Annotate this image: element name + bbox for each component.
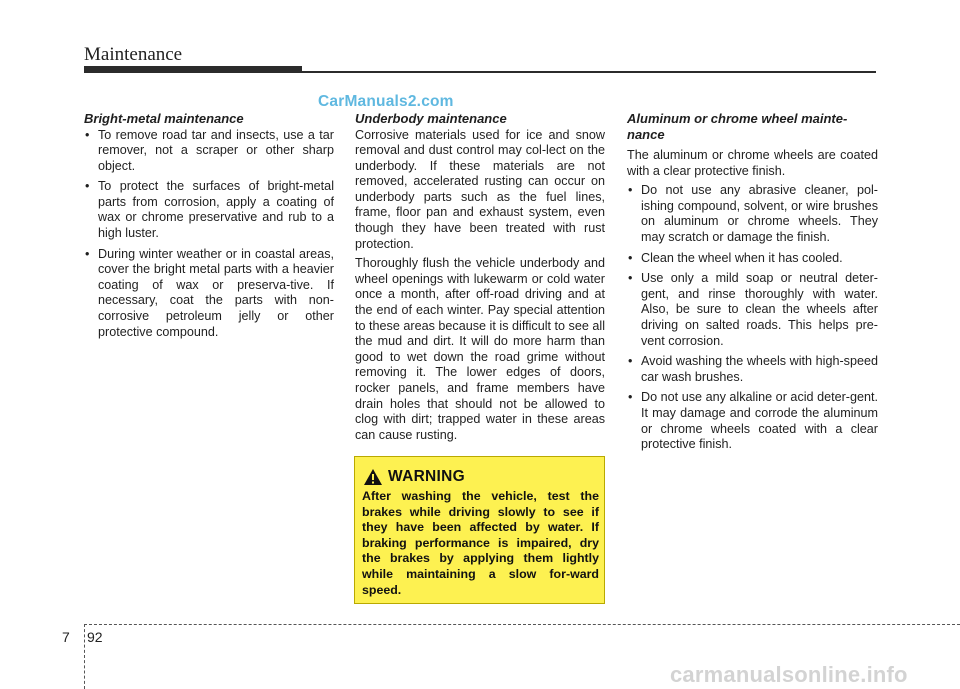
bullet-icon: • (628, 250, 633, 265)
warning-text: After washing the vehicle, test the brakes while driving slowly to see if they have been affected by water. If braking performance is impaired, dry the brakes by applying them lightly while maintaining a slow for-ward speed. (362, 489, 599, 597)
paragraph: Corrosive materials used for ice and snow removal and dust control may col-lect on the underbody. If these materials are not removed, accelerated rusting can occur on underbody parts such as the fuel lines, frame, floor pan and exhaust system, even though they have been treated with rust protection. (355, 127, 605, 251)
watermark-carmanualsonline: carmanualsonline.info (670, 662, 908, 687)
page-number: 92 (87, 629, 103, 645)
page-header-title: Maintenance (84, 44, 183, 65)
list-item: • Do not use any abrasive cleaner, pol-ishing compound, solvent, or wire brushes on aluminum or chrome wheels. They may scratch or damage the finish. (628, 183, 878, 244)
list-item: • To protect the surfaces of bright-metal parts from corrosion, apply a coating of wax or chrome preservative and rub to a high luster. (85, 179, 334, 241)
column-underbody (355, 111, 605, 447)
bullet-icon: • (628, 183, 633, 198)
footer-rule (84, 624, 960, 625)
list-item: • Use only a mild soap or neutral deter-gent, and rinse thoroughly with water. Also, be sure to clean the wheels after driving on salted roads. This helps pre-vent corrosion. (628, 271, 878, 348)
section-heading-underbody: Underbody maintenance (355, 111, 507, 126)
section-heading-wheel: Aluminum or chrome wheel mainte-nance (627, 111, 848, 142)
bright-metal-list (84, 128, 334, 341)
paragraph: Thoroughly flush the vehicle underbody and wheel openings with lukewarm or cold water once a month, after off-road driving and at the end of each winter. Pay special attention to these areas because it is difficult to see all the mud and dirt. It will do more harm than good to wet down the road grime without removing it. The lower edges of doors, rocker panels, and frame members have drain holes that should not be allowed to clog with dirt; trapped water in these areas can cause rusting. (355, 256, 605, 442)
bullet-icon: • (628, 354, 633, 369)
list-item: • During winter weather or in coastal areas, cover the bright metal parts with a heavier coating of wax or preserva-tive. If necessary, coat the parts with non-corrosive petroleum jelly or other protective compound. (85, 246, 334, 339)
column-bright-metal (84, 111, 334, 345)
footer-divider (84, 624, 85, 689)
bullet-icon: • (628, 271, 633, 286)
bullet-icon: • (85, 127, 90, 142)
list-item: • Avoid washing the wheels with high-speed car wash brushes. (628, 354, 878, 384)
warning-title: WARNING (388, 468, 466, 485)
bullet-icon: • (85, 179, 90, 194)
column-wheel (627, 111, 878, 458)
warning-box (354, 456, 605, 604)
bullet-icon: • (85, 246, 90, 261)
section-heading-bright-metal: Bright-metal maintenance (84, 111, 244, 126)
chapter-number: 7 (62, 629, 70, 645)
warning-triangle-icon (363, 468, 383, 486)
watermark-carmanuals2: CarManuals2.com (318, 93, 454, 110)
paragraph: The aluminum or chrome wheels are coated with a clear protective finish. (627, 148, 878, 178)
header-rule-thin (302, 71, 876, 73)
warning-header (363, 468, 465, 486)
header-rule-thick (84, 66, 302, 73)
wheel-list (627, 183, 878, 453)
bullet-icon: • (628, 390, 633, 405)
list-item: • Clean the wheel when it has cooled. (628, 250, 843, 265)
list-item: • Do not use any alkaline or acid deter-gent. It may damage and corrode the aluminum or chrome wheels coated with a clear protective finish. (628, 390, 878, 452)
list-item: • To remove road tar and insects, use a tar remover, not a scraper or other sharp object. (85, 127, 334, 173)
